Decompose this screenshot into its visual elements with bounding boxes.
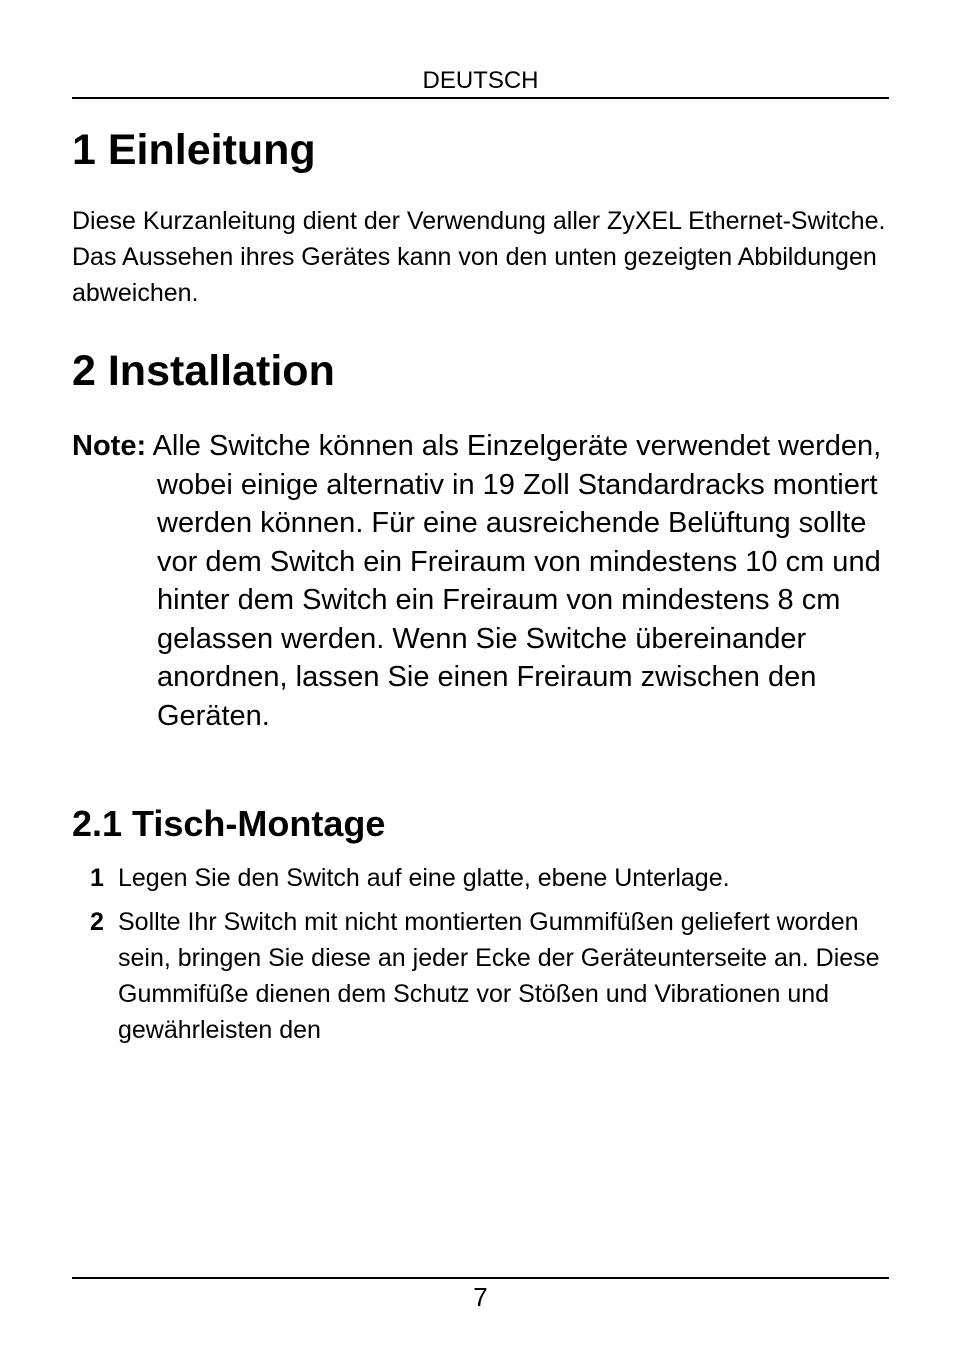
note-label: Note: xyxy=(72,430,147,462)
section-title-installation: 2 Installation xyxy=(72,347,335,395)
intro-paragraph: Diese Kurzanleitung dient der Verwendung aller ZyXEL Ethernet-Switche. Das Aussehen ihres Gerätes kann von den unten gezeigten Abbildungen abweichen. xyxy=(72,207,886,307)
installation-note xyxy=(72,427,889,735)
section-title-intro: 1 Einleitung xyxy=(72,126,316,174)
step-text: Legen Sie den Switch auf eine glatte, ebene Unterlage. xyxy=(118,864,730,892)
list-item xyxy=(72,904,889,1048)
step-number: 2 xyxy=(90,908,104,936)
desk-mount-steps xyxy=(72,860,889,1056)
note-text: Alle Switche können als Einzelgeräte verwendet werden, wobei einige alternativ in 19 Zoll Standardracks montiert werden können. Für eine ausreichende Belüftung sollte vor dem Switch ein Freiraum von mindestens 10 cm und hinter dem Switch ein Freiraum von mindestens 8 cm gelassen werden. Wenn Sie Switche übereinander anordnen, lassen Sie einen Freiraum zwischen den Geräten. xyxy=(146,430,882,732)
list-item xyxy=(72,860,889,896)
footer-divider xyxy=(72,1277,889,1279)
running-header-language: DEUTSCH xyxy=(422,67,539,94)
page-number: 7 xyxy=(473,1282,488,1312)
subsection-title-desk-mount: 2.1 Tisch-Montage xyxy=(72,803,386,844)
step-text: Sollte Ihr Switch mit nicht montierten Gummifüßen geliefert worden sein, bringen Sie diese an jeder Ecke der Geräteunterseite an. Diese Gummifüße dienen dem Schutz vor Stößen und Vibrationen und gewährleisten den xyxy=(118,908,880,1044)
header-divider xyxy=(72,97,889,99)
step-number: 1 xyxy=(90,864,104,892)
